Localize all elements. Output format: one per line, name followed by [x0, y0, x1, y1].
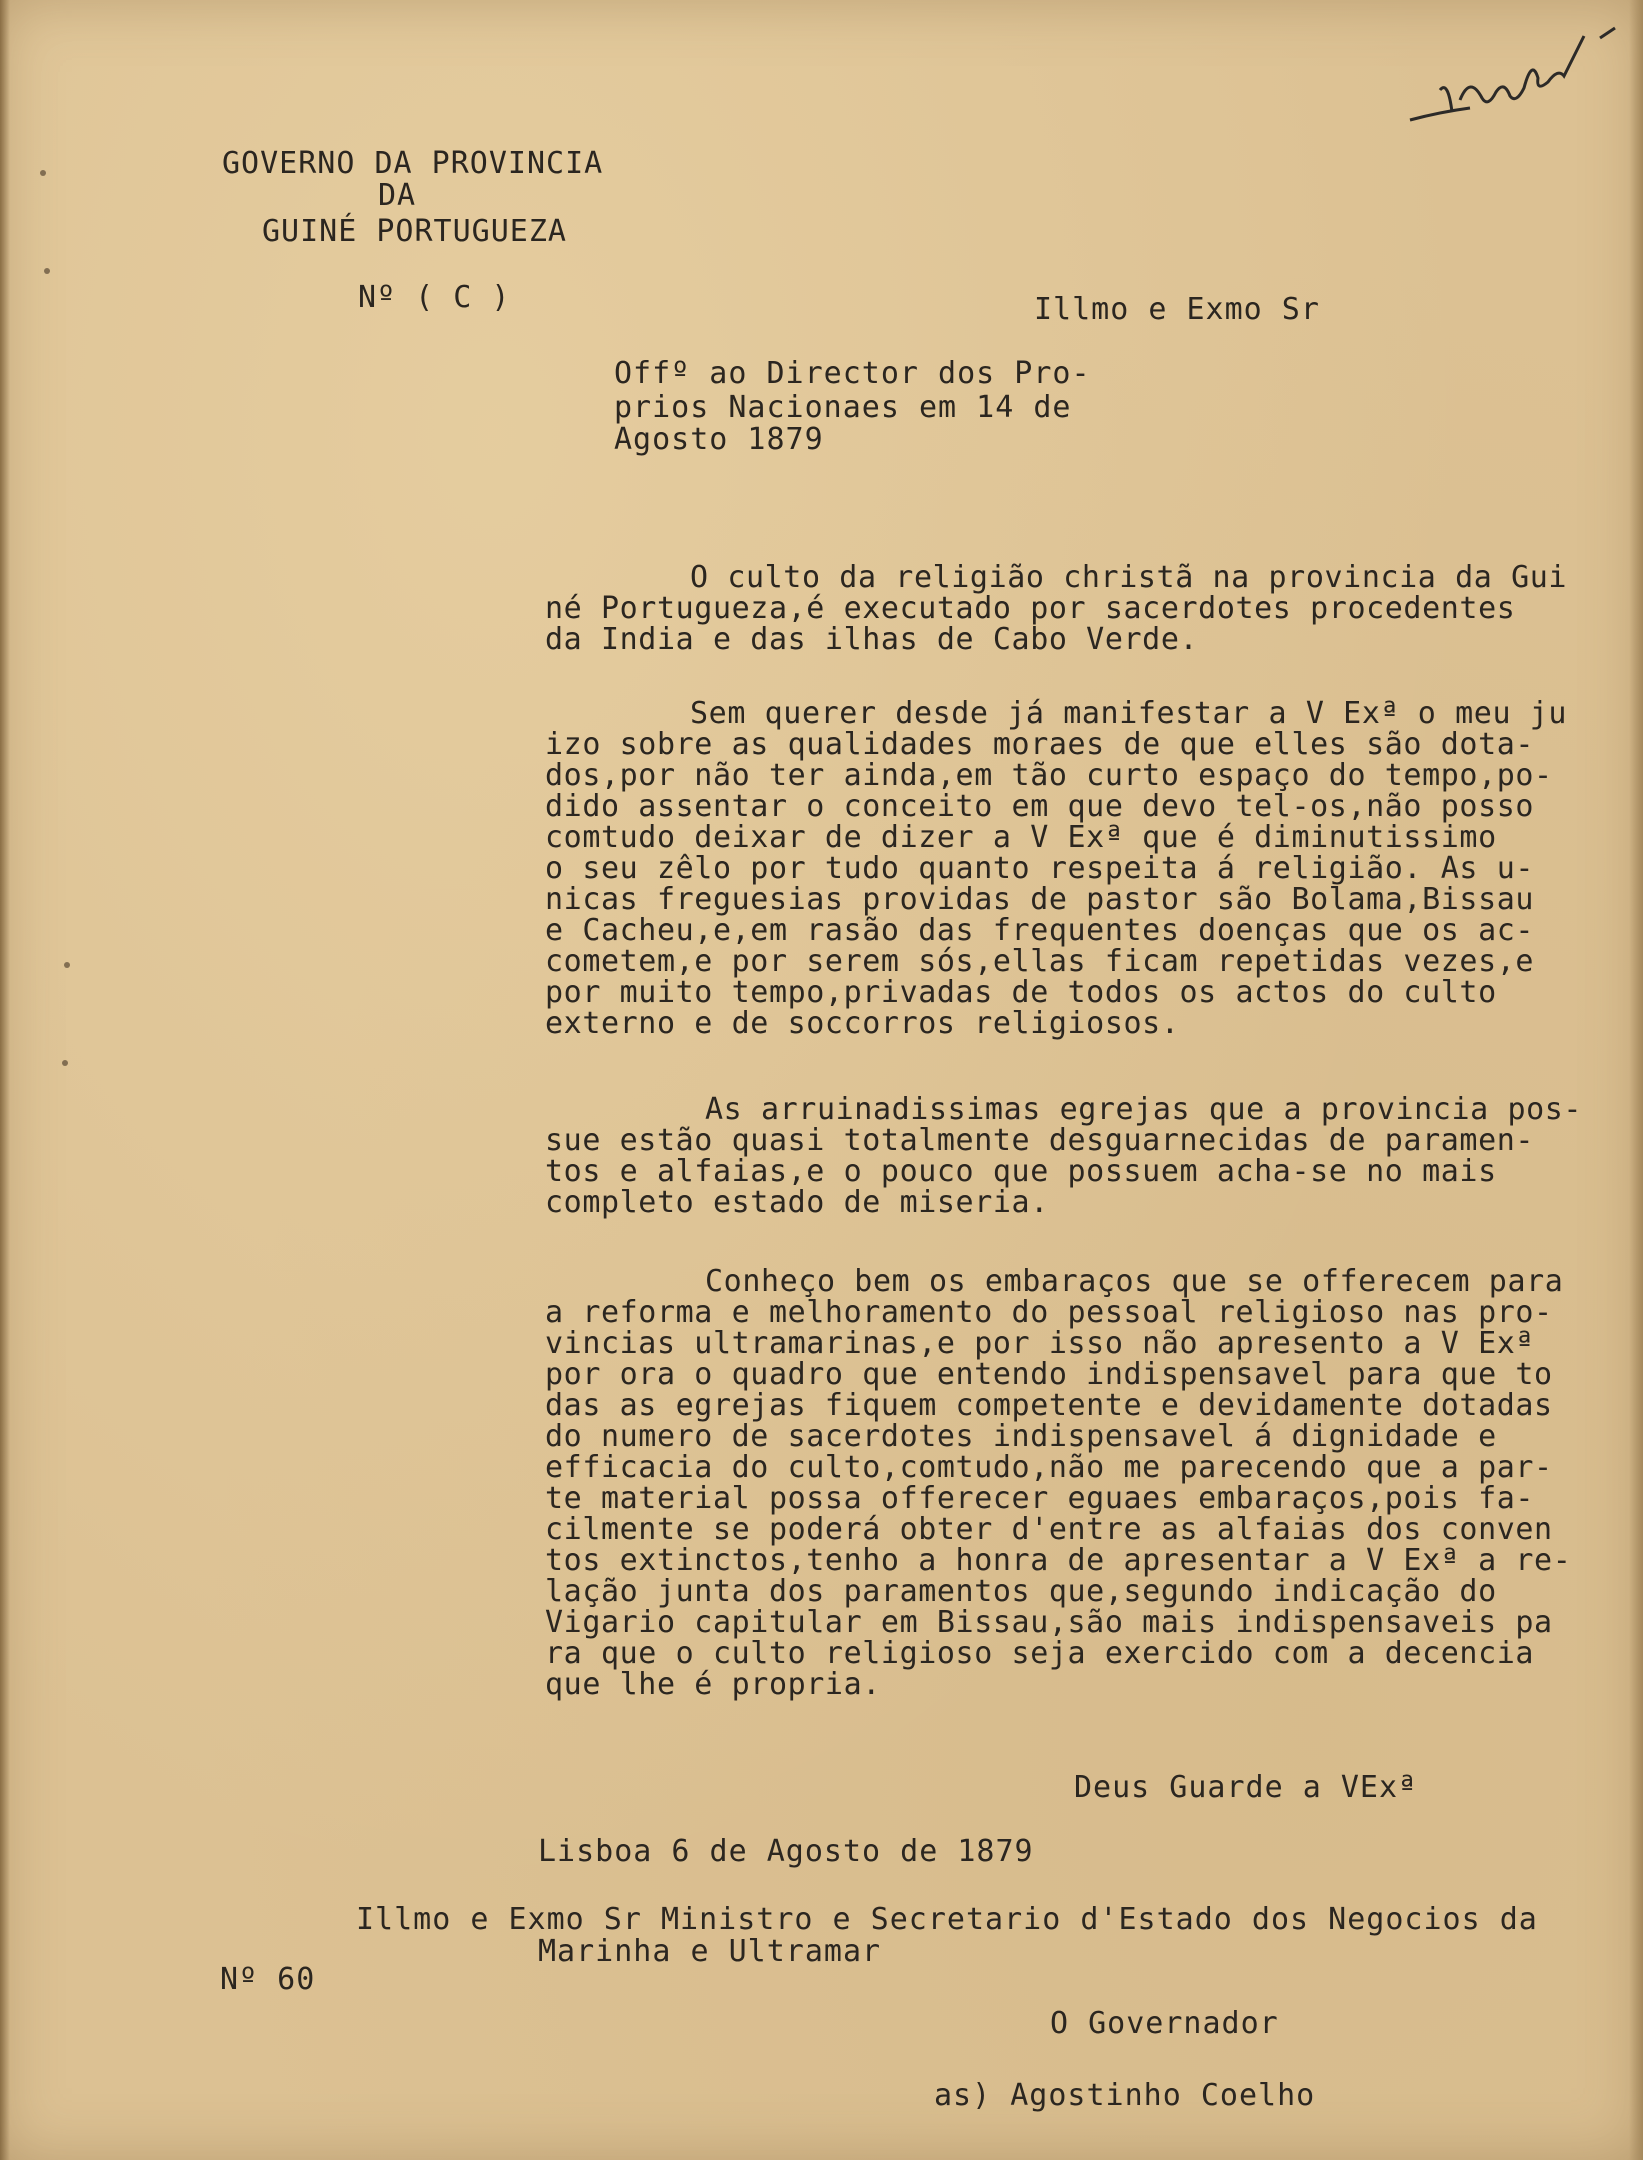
header-line-2: DA — [378, 178, 417, 213]
text-line: completo estado de miseria. — [545, 1185, 1049, 1220]
addressee-line: Illmo e Exmo Sr Ministro e Secretario d'Estado dos Negocios da — [356, 1902, 1538, 1937]
text-line: izo sobre as qualidades moraes de que elles são dota- — [545, 727, 1535, 762]
text-line: dido assentar o conceito em que devo tel-os,não posso — [545, 789, 1535, 824]
salutation: Illmo e Exmo Sr — [1034, 292, 1320, 327]
text-line: que lhe é propria. — [545, 1667, 881, 1702]
paragraph-1 — [545, 562, 1635, 655]
text-line: por ora o quadro que entendo indispensavel para que to — [545, 1357, 1553, 1392]
closing-formula: Deus Guarde a VExª — [1074, 1770, 1418, 1805]
punch-hole — [40, 170, 46, 176]
header-line-1: GOVERNO DA PROVINCIA — [222, 146, 604, 181]
text-line: do numero de sacerdotes indispensavel á dignidade e — [545, 1419, 1497, 1454]
text-line: As arruinadissimas egrejas que a provincia pos- — [705, 1092, 1583, 1127]
signer-name: as) Agostinho Coelho — [934, 2078, 1316, 2113]
forward-note-line: Agosto 1879 — [614, 422, 824, 457]
number-label: Nº ( C ) — [358, 280, 511, 315]
signer-title: O Governador — [1050, 2006, 1279, 2041]
handwritten-signature — [1400, 20, 1620, 140]
text-line: sue estão quasi totalmente desguarnecidas de paramen- — [545, 1123, 1535, 1158]
text-line: Sem querer desde já manifestar a V Exª o meu ju — [690, 696, 1568, 731]
paragraph-2 — [545, 698, 1635, 1039]
text-line: ra que o culto religioso seja exercido com a decencia — [545, 1636, 1535, 1671]
paper-edge-left — [0, 0, 10, 2160]
text-line: tos e alfaias,e o pouco que possuem acha-se no mais — [545, 1154, 1497, 1189]
forward-note-line: Offº ao Director dos Pro- — [614, 356, 1091, 391]
text-line: da India e das ilhas de Cabo Verde. — [545, 622, 1199, 657]
punch-hole — [62, 1060, 68, 1066]
addressee-line: Marinha e Ultramar — [538, 1934, 882, 1969]
text-line: lação junta dos paramentos que,segundo indicação do — [545, 1574, 1497, 1609]
text-line: Vigario capitular em Bissau,são mais indispensaveis pa — [545, 1605, 1553, 1640]
text-line: externo e de soccorros religiosos. — [545, 1006, 1180, 1041]
text-line: efficacia do culto,comtudo,não me parecendo que a par- — [545, 1450, 1553, 1485]
text-line: Conheço bem os embaraços que se offerecem para — [705, 1264, 1564, 1299]
text-line: cilmente se poderá obter d'entre as alfaias dos conven — [545, 1512, 1553, 1547]
punch-hole — [44, 268, 50, 274]
text-line: e Cacheu,e,em rasão das frequentes doenças que os ac- — [545, 913, 1535, 948]
paragraph-4 — [545, 1266, 1635, 1700]
punch-hole — [64, 962, 70, 968]
text-line: das as egrejas fiquem competente e devidamente dotadas — [545, 1388, 1553, 1423]
text-line: tos extinctos,tenho a honra de apresentar a V Exª a re- — [545, 1543, 1572, 1578]
text-line: por muito tempo,privadas de todos os actos do culto — [545, 975, 1497, 1010]
text-line: dos,por não ter ainda,em tão curto espaço do tempo,po- — [545, 758, 1553, 793]
text-line: cometem,e por serem sós,ellas ficam repetidas vezes,e — [545, 944, 1535, 979]
text-line: o seu zêlo por tudo quanto respeita á religião. As u- — [545, 851, 1535, 886]
reference-number: Nº 60 — [220, 1962, 316, 1997]
place-date: Lisboa 6 de Agosto de 1879 — [538, 1834, 1034, 1869]
text-line: nicas freguesias providas de pastor são Bolama,Bissau — [545, 882, 1535, 917]
header-line-3: GUINÉ PORTUGUEZA — [262, 214, 567, 249]
text-line: vincias ultramarinas,e por isso não apresento a V Exª — [545, 1326, 1535, 1361]
text-line: O culto da religião christã na provincia da Gui — [690, 560, 1568, 595]
paper-edge-right — [1629, 0, 1643, 2160]
text-line: né Portugueza,é executado por sacerdotes procedentes — [545, 591, 1516, 626]
text-line: comtudo deixar de dizer a V Exª que é diminutissimo — [545, 820, 1497, 855]
paragraph-3 — [545, 1094, 1635, 1218]
text-line: a reforma e melhoramento do pessoal religioso nas pro- — [545, 1295, 1553, 1330]
text-line: te material possa offerecer eguaes embaraços,pois fa- — [545, 1481, 1535, 1516]
forward-note-line: prios Nacionaes em 14 de — [614, 390, 1072, 425]
